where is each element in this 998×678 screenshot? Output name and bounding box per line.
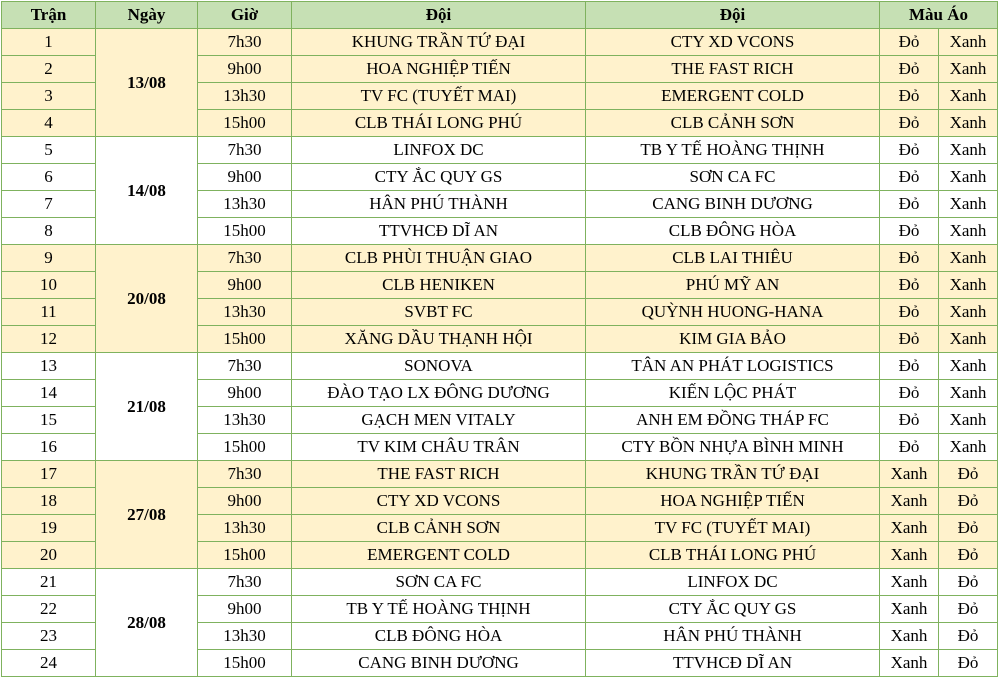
team-2-cell: TV FC (TUYẾT MAI): [586, 515, 880, 542]
match-time-cell: 9h00: [198, 56, 292, 83]
team-2-cell: CTY ẮC QUY GS: [586, 596, 880, 623]
team-2-cell: KIM GIA BẢO: [586, 326, 880, 353]
team-1-shirt-color-cell: Đỏ: [880, 353, 939, 380]
team-1-shirt-color-cell: Đỏ: [880, 299, 939, 326]
match-number-cell: 20: [2, 542, 96, 569]
match-number-cell: 21: [2, 569, 96, 596]
team-2-shirt-color-cell: Xanh: [939, 326, 998, 353]
match-time-cell: 13h30: [198, 515, 292, 542]
team-1-shirt-color-cell: Đỏ: [880, 245, 939, 272]
table-row: [2, 569, 998, 596]
match-number-cell: 7: [2, 191, 96, 218]
team-1-cell: CANG BINH DƯƠNG: [292, 650, 586, 677]
match-number-cell: 3: [2, 83, 96, 110]
header-team-1: Đội: [292, 2, 586, 29]
team-1-cell: CTY ẮC QUY GS: [292, 164, 586, 191]
team-1-cell: THE FAST RICH: [292, 461, 586, 488]
header-time: Giờ: [198, 2, 292, 29]
match-number-cell: 24: [2, 650, 96, 677]
match-number-cell: 4: [2, 110, 96, 137]
team-2-shirt-color-cell: Đỏ: [939, 461, 998, 488]
match-time-cell: 9h00: [198, 488, 292, 515]
team-2-shirt-color-cell: Xanh: [939, 137, 998, 164]
team-2-shirt-color-cell: Đỏ: [939, 542, 998, 569]
team-2-shirt-color-cell: Xanh: [939, 218, 998, 245]
match-number-cell: 5: [2, 137, 96, 164]
team-2-cell: THE FAST RICH: [586, 56, 880, 83]
header-team-2: Đội: [586, 2, 880, 29]
team-2-cell: HÂN PHÚ THÀNH: [586, 623, 880, 650]
team-1-shirt-color-cell: Xanh: [880, 596, 939, 623]
team-1-shirt-color-cell: Đỏ: [880, 272, 939, 299]
team-2-cell: CANG BINH DƯƠNG: [586, 191, 880, 218]
team-2-cell: KHUNG TRẦN TỨ ĐẠI: [586, 461, 880, 488]
match-time-cell: 15h00: [198, 218, 292, 245]
team-1-cell: TTVHCĐ DĨ AN: [292, 218, 586, 245]
match-date-cell: 21/08: [96, 353, 198, 461]
team-2-shirt-color-cell: Xanh: [939, 272, 998, 299]
match-time-cell: 15h00: [198, 650, 292, 677]
match-time-cell: 7h30: [198, 353, 292, 380]
team-2-cell: CLB LAI THIÊU: [586, 245, 880, 272]
team-2-shirt-color-cell: Đỏ: [939, 488, 998, 515]
team-1-shirt-color-cell: Đỏ: [880, 29, 939, 56]
match-time-cell: 9h00: [198, 380, 292, 407]
team-1-cell: HÂN PHÚ THÀNH: [292, 191, 586, 218]
team-1-cell: KHUNG TRẦN TỨ ĐẠI: [292, 29, 586, 56]
match-number-cell: 10: [2, 272, 96, 299]
match-time-cell: 13h30: [198, 623, 292, 650]
match-date-cell: 13/08: [96, 29, 198, 137]
match-number-cell: 17: [2, 461, 96, 488]
team-1-shirt-color-cell: Xanh: [880, 542, 939, 569]
match-date-cell: 27/08: [96, 461, 198, 569]
team-2-cell: EMERGENT COLD: [586, 83, 880, 110]
match-number-cell: 19: [2, 515, 96, 542]
header-row: [2, 2, 998, 29]
team-2-cell: SƠN CA FC: [586, 164, 880, 191]
team-1-shirt-color-cell: Đỏ: [880, 434, 939, 461]
team-2-shirt-color-cell: Đỏ: [939, 569, 998, 596]
team-2-shirt-color-cell: Xanh: [939, 434, 998, 461]
team-2-cell: CLB THÁI LONG PHÚ: [586, 542, 880, 569]
table-header: [2, 2, 998, 29]
team-1-shirt-color-cell: Đỏ: [880, 164, 939, 191]
team-1-cell: TV FC (TUYẾT MAI): [292, 83, 586, 110]
team-1-cell: SVBT FC: [292, 299, 586, 326]
team-2-cell: HOA NGHIỆP TIẾN: [586, 488, 880, 515]
team-2-shirt-color-cell: Xanh: [939, 191, 998, 218]
team-2-shirt-color-cell: Đỏ: [939, 623, 998, 650]
team-2-cell: LINFOX DC: [586, 569, 880, 596]
team-2-cell: TB Y TẾ HOÀNG THỊNH: [586, 137, 880, 164]
team-1-cell: CLB CẢNH SƠN: [292, 515, 586, 542]
match-number-cell: 16: [2, 434, 96, 461]
match-time-cell: 13h30: [198, 407, 292, 434]
team-1-cell: CTY XD VCONS: [292, 488, 586, 515]
match-time-cell: 13h30: [198, 83, 292, 110]
team-1-shirt-color-cell: Đỏ: [880, 326, 939, 353]
match-time-cell: 7h30: [198, 569, 292, 596]
team-2-shirt-color-cell: Xanh: [939, 56, 998, 83]
header-date: Ngày: [96, 2, 198, 29]
match-date-cell: 20/08: [96, 245, 198, 353]
team-1-cell: CLB HENIKEN: [292, 272, 586, 299]
team-1-cell: TB Y TẾ HOÀNG THỊNH: [292, 596, 586, 623]
team-2-shirt-color-cell: Đỏ: [939, 596, 998, 623]
team-2-shirt-color-cell: Xanh: [939, 353, 998, 380]
table-row: [2, 137, 998, 164]
team-1-shirt-color-cell: Đỏ: [880, 191, 939, 218]
match-number-cell: 11: [2, 299, 96, 326]
team-2-cell: CLB CẢNH SƠN: [586, 110, 880, 137]
team-2-shirt-color-cell: Đỏ: [939, 650, 998, 677]
match-time-cell: 9h00: [198, 272, 292, 299]
match-number-cell: 9: [2, 245, 96, 272]
match-number-cell: 12: [2, 326, 96, 353]
team-2-cell: TÂN AN PHÁT LOGISTICS: [586, 353, 880, 380]
team-2-cell: PHÚ MỸ AN: [586, 272, 880, 299]
team-1-cell: CLB PHÙI THUẬN GIAO: [292, 245, 586, 272]
team-2-cell: QUỲNH HUONG-HANA: [586, 299, 880, 326]
team-2-cell: KIẾN LỘC PHÁT: [586, 380, 880, 407]
match-time-cell: 15h00: [198, 542, 292, 569]
team-1-shirt-color-cell: Đỏ: [880, 407, 939, 434]
team-1-shirt-color-cell: Xanh: [880, 569, 939, 596]
table-row: [2, 353, 998, 380]
match-number-cell: 8: [2, 218, 96, 245]
team-1-shirt-color-cell: Đỏ: [880, 137, 939, 164]
team-1-shirt-color-cell: Đỏ: [880, 83, 939, 110]
team-1-cell: GẠCH MEN VITALY: [292, 407, 586, 434]
team-1-cell: TV KIM CHÂU TRÂN: [292, 434, 586, 461]
match-number-cell: 23: [2, 623, 96, 650]
match-number-cell: 1: [2, 29, 96, 56]
team-2-cell: CTY XD VCONS: [586, 29, 880, 56]
team-2-cell: TTVHCĐ DĨ AN: [586, 650, 880, 677]
team-2-cell: ANH EM ĐỒNG THÁP FC: [586, 407, 880, 434]
table-row: [2, 461, 998, 488]
match-time-cell: 7h30: [198, 461, 292, 488]
team-1-cell: XĂNG DẦU THẠNH HỘI: [292, 326, 586, 353]
team-1-shirt-color-cell: Đỏ: [880, 380, 939, 407]
team-1-shirt-color-cell: Đỏ: [880, 56, 939, 83]
match-date-cell: 28/08: [96, 569, 198, 677]
match-number-cell: 22: [2, 596, 96, 623]
team-2-shirt-color-cell: Đỏ: [939, 515, 998, 542]
team-1-cell: SƠN CA FC: [292, 569, 586, 596]
match-number-cell: 2: [2, 56, 96, 83]
match-time-cell: 9h00: [198, 164, 292, 191]
team-2-shirt-color-cell: Xanh: [939, 407, 998, 434]
team-1-cell: SONOVA: [292, 353, 586, 380]
team-2-shirt-color-cell: Xanh: [939, 299, 998, 326]
match-time-cell: 13h30: [198, 191, 292, 218]
team-2-shirt-color-cell: Xanh: [939, 245, 998, 272]
team-1-shirt-color-cell: Xanh: [880, 515, 939, 542]
team-1-shirt-color-cell: Xanh: [880, 623, 939, 650]
match-number-cell: 15: [2, 407, 96, 434]
match-time-cell: 9h00: [198, 596, 292, 623]
header-match: Trận: [2, 2, 96, 29]
team-1-cell: HOA NGHIỆP TIẾN: [292, 56, 586, 83]
team-2-shirt-color-cell: Xanh: [939, 83, 998, 110]
team-1-shirt-color-cell: Xanh: [880, 650, 939, 677]
team-1-shirt-color-cell: Xanh: [880, 488, 939, 515]
match-time-cell: 13h30: [198, 299, 292, 326]
match-number-cell: 13: [2, 353, 96, 380]
team-2-shirt-color-cell: Xanh: [939, 380, 998, 407]
match-schedule-table: [1, 1, 998, 677]
match-time-cell: 7h30: [198, 245, 292, 272]
table-body: [2, 29, 998, 677]
header-shirt-color: Màu Áo: [880, 2, 998, 29]
table-row: [2, 29, 998, 56]
team-1-cell: CLB THÁI LONG PHÚ: [292, 110, 586, 137]
match-number-cell: 18: [2, 488, 96, 515]
team-1-cell: ĐÀO TẠO LX ĐÔNG DƯƠNG: [292, 380, 586, 407]
team-1-shirt-color-cell: Đỏ: [880, 218, 939, 245]
team-2-cell: CLB ĐÔNG HÒA: [586, 218, 880, 245]
team-2-cell: CTY BỒN NHỰA BÌNH MINH: [586, 434, 880, 461]
team-2-shirt-color-cell: Xanh: [939, 29, 998, 56]
team-1-shirt-color-cell: Xanh: [880, 461, 939, 488]
team-1-shirt-color-cell: Đỏ: [880, 110, 939, 137]
match-date-cell: 14/08: [96, 137, 198, 245]
team-2-shirt-color-cell: Xanh: [939, 110, 998, 137]
team-2-shirt-color-cell: Xanh: [939, 164, 998, 191]
match-number-cell: 6: [2, 164, 96, 191]
team-1-cell: LINFOX DC: [292, 137, 586, 164]
team-1-cell: EMERGENT COLD: [292, 542, 586, 569]
table-row: [2, 245, 998, 272]
match-time-cell: 7h30: [198, 29, 292, 56]
match-time-cell: 15h00: [198, 434, 292, 461]
match-time-cell: 7h30: [198, 137, 292, 164]
match-time-cell: 15h00: [198, 110, 292, 137]
match-time-cell: 15h00: [198, 326, 292, 353]
match-number-cell: 14: [2, 380, 96, 407]
team-1-cell: CLB ĐÔNG HÒA: [292, 623, 586, 650]
